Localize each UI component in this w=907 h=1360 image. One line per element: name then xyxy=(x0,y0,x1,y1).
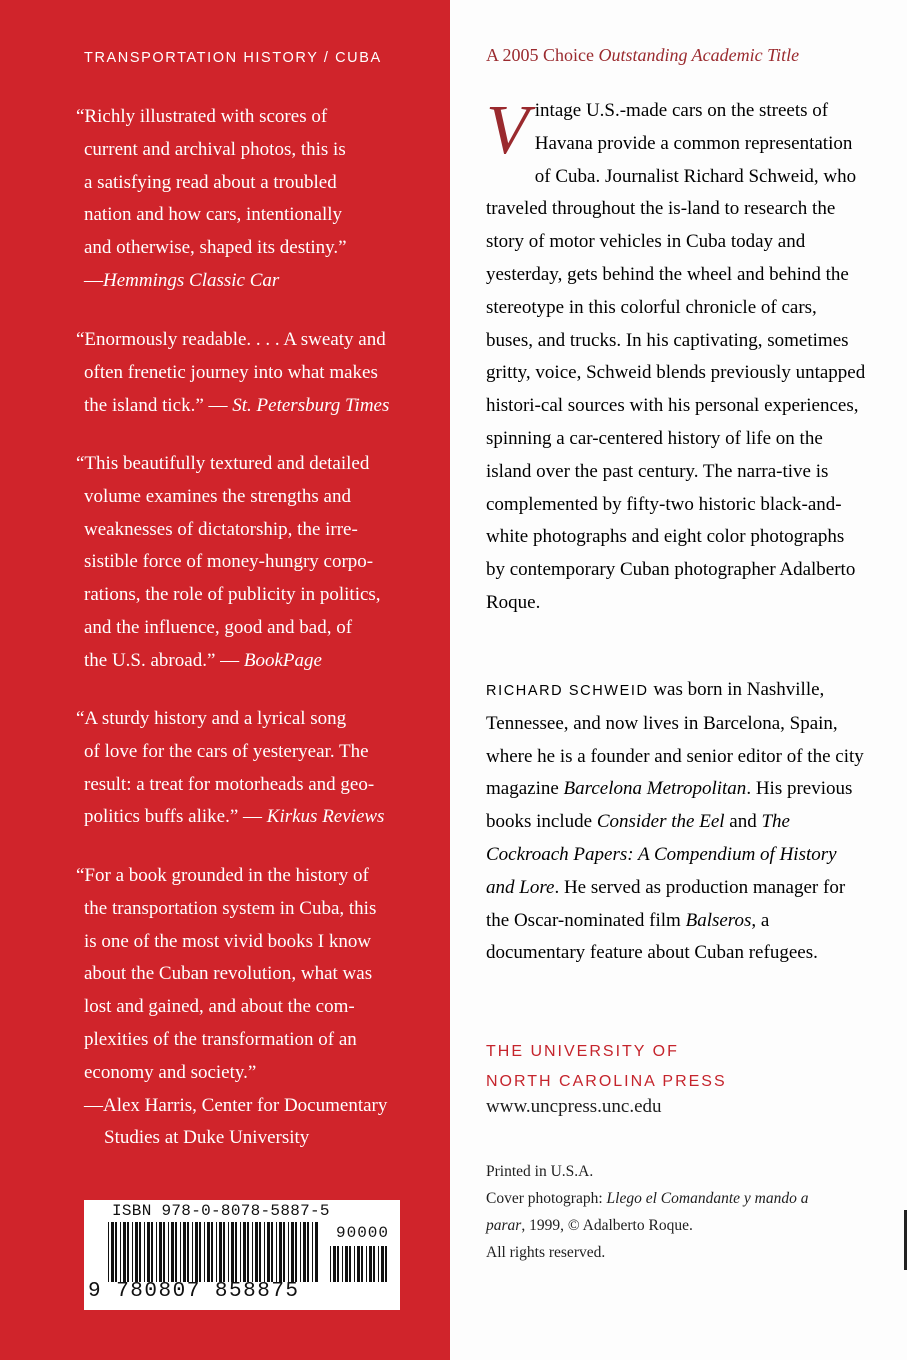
award-prefix: A 2005 Choice xyxy=(486,45,594,65)
barcode-bar xyxy=(354,1246,355,1282)
quote-line: sistible force of money-hungry corpo- xyxy=(84,551,374,573)
barcode-bar xyxy=(192,1222,193,1282)
ean-digits: 9 780807 858875 xyxy=(88,1280,300,1303)
print-credits xyxy=(486,1158,846,1266)
quote-line: nation and how cars, intentionally xyxy=(84,204,343,226)
quote-line: and otherwise, shaped its destiny.” xyxy=(84,237,347,259)
barcode-bar xyxy=(259,1222,261,1282)
barcode-bar xyxy=(267,1222,270,1282)
barcode-bar xyxy=(288,1222,289,1282)
review-quote-kirkus xyxy=(72,703,422,834)
publisher-line: NORTH CAROLINA PRESS xyxy=(486,1073,727,1090)
quote-source: Hemmings Classic Car xyxy=(103,269,280,291)
cover-rest: , 1999, © Adalberto Roque. xyxy=(521,1217,693,1234)
review-quote-alex-harris xyxy=(72,860,422,1155)
barcode-bar xyxy=(115,1222,117,1282)
barcode-bar xyxy=(295,1222,297,1282)
barcode-bar xyxy=(330,1246,331,1282)
ean-barcode-bars xyxy=(108,1222,318,1282)
barcode-bar xyxy=(156,1222,157,1282)
quote-line: “Enormously readable. . . . A sweaty and xyxy=(76,329,386,350)
barcode-bar xyxy=(381,1246,384,1282)
barcode-bar xyxy=(247,1222,249,1282)
barcode-bar xyxy=(187,1222,189,1282)
barcode-bar xyxy=(168,1222,169,1282)
barcode-bar xyxy=(147,1222,150,1282)
quote-line: current and archival photos, this is xyxy=(84,138,346,160)
bio-magazine: Barcelona Metropolitan xyxy=(563,778,747,800)
publisher-url: www.uncpress.unc.edu xyxy=(486,1096,662,1117)
author-name: RICHARD SCHWEID xyxy=(486,683,649,699)
barcode-bar xyxy=(385,1246,387,1282)
barcode-bar xyxy=(264,1222,265,1282)
barcode-bar xyxy=(111,1222,114,1282)
barcode-bar xyxy=(211,1222,213,1282)
quote-line: lost and gained, and about the com- xyxy=(84,996,355,1018)
barcode-bar xyxy=(127,1222,129,1282)
addon-barcode-bars xyxy=(330,1246,392,1282)
barcode-bar xyxy=(180,1222,181,1282)
cover-credit xyxy=(486,1185,846,1239)
bio-text: . He served as production manager for the Oscar-nominated film xyxy=(486,876,846,931)
quote-line: the U.S. abroad.” — xyxy=(84,649,240,671)
barcode-bar xyxy=(349,1246,351,1282)
quote-line: and the influence, good and bad, of xyxy=(84,616,353,638)
quote-line: “For a book grounded in the history of xyxy=(76,865,369,886)
barcode-bar xyxy=(204,1222,205,1282)
quote-line: politics buffs alike.” — xyxy=(84,806,263,828)
barcode-bar xyxy=(231,1222,234,1282)
barcode-bar xyxy=(252,1222,253,1282)
barcode-bar xyxy=(271,1222,273,1282)
barcode-bar xyxy=(342,1246,343,1282)
barcode-bar xyxy=(366,1246,367,1282)
barcode-bar xyxy=(279,1222,282,1282)
barcode-bar xyxy=(276,1222,277,1282)
award-suffix: Outstanding Academic Title xyxy=(598,45,800,65)
quote-line: the transportation system in Cuba, this xyxy=(84,897,377,919)
barcode-bar xyxy=(144,1222,145,1282)
barcode-bar xyxy=(255,1222,258,1282)
barcode-bar xyxy=(235,1222,237,1282)
barcode-bar xyxy=(307,1222,309,1282)
quote-line: is one of the most vivid books I know xyxy=(84,930,372,952)
barcode-bar xyxy=(361,1246,363,1282)
barcode-bar xyxy=(291,1222,294,1282)
quote-line: weaknesses of dictatorship, the irre- xyxy=(84,518,358,540)
barcode-bar xyxy=(151,1222,153,1282)
barcode-bar xyxy=(369,1246,372,1282)
quote-line: plexities of the transformation of an xyxy=(84,1028,357,1050)
barcode-bar xyxy=(315,1222,318,1282)
cover-title: Llego el Comandante y mando a parar xyxy=(486,1190,809,1234)
left-red-panel xyxy=(0,0,450,1360)
price-code: 90000 xyxy=(336,1224,390,1242)
barcode-bar xyxy=(120,1222,121,1282)
barcode-bar xyxy=(163,1222,165,1282)
barcode-bar xyxy=(135,1222,138,1282)
barcode-bar xyxy=(303,1222,306,1282)
isbn-barcode xyxy=(84,1200,400,1310)
barcode-bar xyxy=(312,1222,313,1282)
quote-source: Kirkus Reviews xyxy=(266,806,385,828)
quote-line: “A sturdy history and a lyrical song xyxy=(76,708,347,729)
quote-source: BookPage xyxy=(243,649,322,671)
bio-text: , a documentary feature about Cuban refugees. xyxy=(486,909,818,964)
barcode-bar xyxy=(108,1222,109,1282)
barcode-bar xyxy=(195,1222,198,1282)
barcode-bar xyxy=(373,1246,375,1282)
barcode-bar xyxy=(171,1222,174,1282)
quote-line: “This beautifully textured and detailed xyxy=(76,453,370,474)
quote-dash: — xyxy=(84,269,103,291)
barcode-bar xyxy=(357,1246,360,1282)
barcode-bar xyxy=(345,1246,348,1282)
award-line xyxy=(486,45,799,66)
barcode-bar xyxy=(378,1246,379,1282)
barcode-bar xyxy=(139,1222,141,1282)
bio-book: The Cockroach Papers: A Compendium of History and Lore xyxy=(486,811,837,898)
bio-text: and xyxy=(729,811,757,833)
quote-line: often frenetic journey into what makes xyxy=(84,361,378,383)
barcode-bar xyxy=(132,1222,133,1282)
barcode-bar xyxy=(228,1222,229,1282)
review-quote-bookpage xyxy=(72,448,422,678)
barcode-bar xyxy=(283,1222,285,1282)
quote-line: about the Cuban revolution, what was xyxy=(84,963,373,985)
barcode-bar xyxy=(123,1222,126,1282)
barcode-bar xyxy=(300,1222,301,1282)
publisher-name xyxy=(486,1037,727,1097)
barcode-bar xyxy=(199,1222,201,1282)
barcode-bar xyxy=(159,1222,162,1282)
drop-cap: V xyxy=(486,92,529,169)
quote-line: result: a treat for motorheads and geo- xyxy=(84,773,375,795)
review-quote-st-petersburg xyxy=(72,324,422,422)
barcode-bar xyxy=(219,1222,222,1282)
quote-line: “Richly illustrated with scores of xyxy=(76,106,328,127)
quote-attribution: —Alex Harris, Center for Documentary xyxy=(84,1094,388,1116)
book-description xyxy=(486,92,866,620)
bio-text: was born in Nashville, Tennessee, and now lives in Barcelona, Spain, where he is a founder and senior editor of the city magazine xyxy=(486,679,864,800)
quote-line: volume examines the strengths and xyxy=(84,485,351,507)
bio-film: Balseros xyxy=(685,909,752,931)
author-bio xyxy=(486,674,866,970)
barcode-bar xyxy=(333,1246,336,1282)
quote-line: of love for the cars of yesteryear. The xyxy=(84,740,369,762)
bio-text: . His previous books include xyxy=(486,778,853,833)
barcode-bar xyxy=(243,1222,246,1282)
review-quote-hemmings xyxy=(72,101,422,298)
quote-line: a satisfying read about a troubled xyxy=(84,171,337,193)
cover-label: Cover photograph: xyxy=(486,1190,603,1207)
isbn-text: ISBN 978-0-8078-5887-5 xyxy=(112,1202,330,1220)
publisher-line: THE UNIVERSITY OF xyxy=(486,1043,679,1060)
quote-source: St. Petersburg Times xyxy=(232,394,390,416)
barcode-bar xyxy=(216,1222,217,1282)
quote-attribution-cont: Studies at Duke University xyxy=(104,1127,310,1149)
barcode-bar xyxy=(337,1246,339,1282)
rights-reserved: All rights reserved. xyxy=(486,1244,606,1261)
category-label: TRANSPORTATION HISTORY / CUBA xyxy=(84,50,382,66)
bio-book: Consider the Eel xyxy=(596,811,725,833)
description-text: intage U.S.-made cars on the streets of Havana provide a common representation of Cuba. Journalist Richard Schweid, who traveled throughout the is-land to research the story of motor vehicles in Cuba today and yesterday, gets behind the wheel and behind the stereotype in this colorful chronicle of cars, buses, and trucks. In his captivating, sometimes gritty, voice, Schweid blends previously untapped histori-cal sources with his personal experiences, spinning a car-centered history of life on the island over the past century. The narra-tive is complemented by fifty-two historic black-and-white photographs and eight color photographs by contemporary Cuban photographer Adalberto Roque. xyxy=(486,100,866,613)
barcode-bar xyxy=(175,1222,177,1282)
barcode-bar xyxy=(207,1222,210,1282)
quote-line: the island tick.” — xyxy=(84,394,228,416)
barcode-bar xyxy=(240,1222,241,1282)
barcode-bar xyxy=(223,1222,225,1282)
barcode-bar xyxy=(183,1222,186,1282)
printed-in: Printed in U.S.A. xyxy=(486,1163,594,1180)
quote-line: rations, the role of publicity in politics, xyxy=(84,584,381,606)
quote-line: economy and society.” xyxy=(84,1061,257,1083)
